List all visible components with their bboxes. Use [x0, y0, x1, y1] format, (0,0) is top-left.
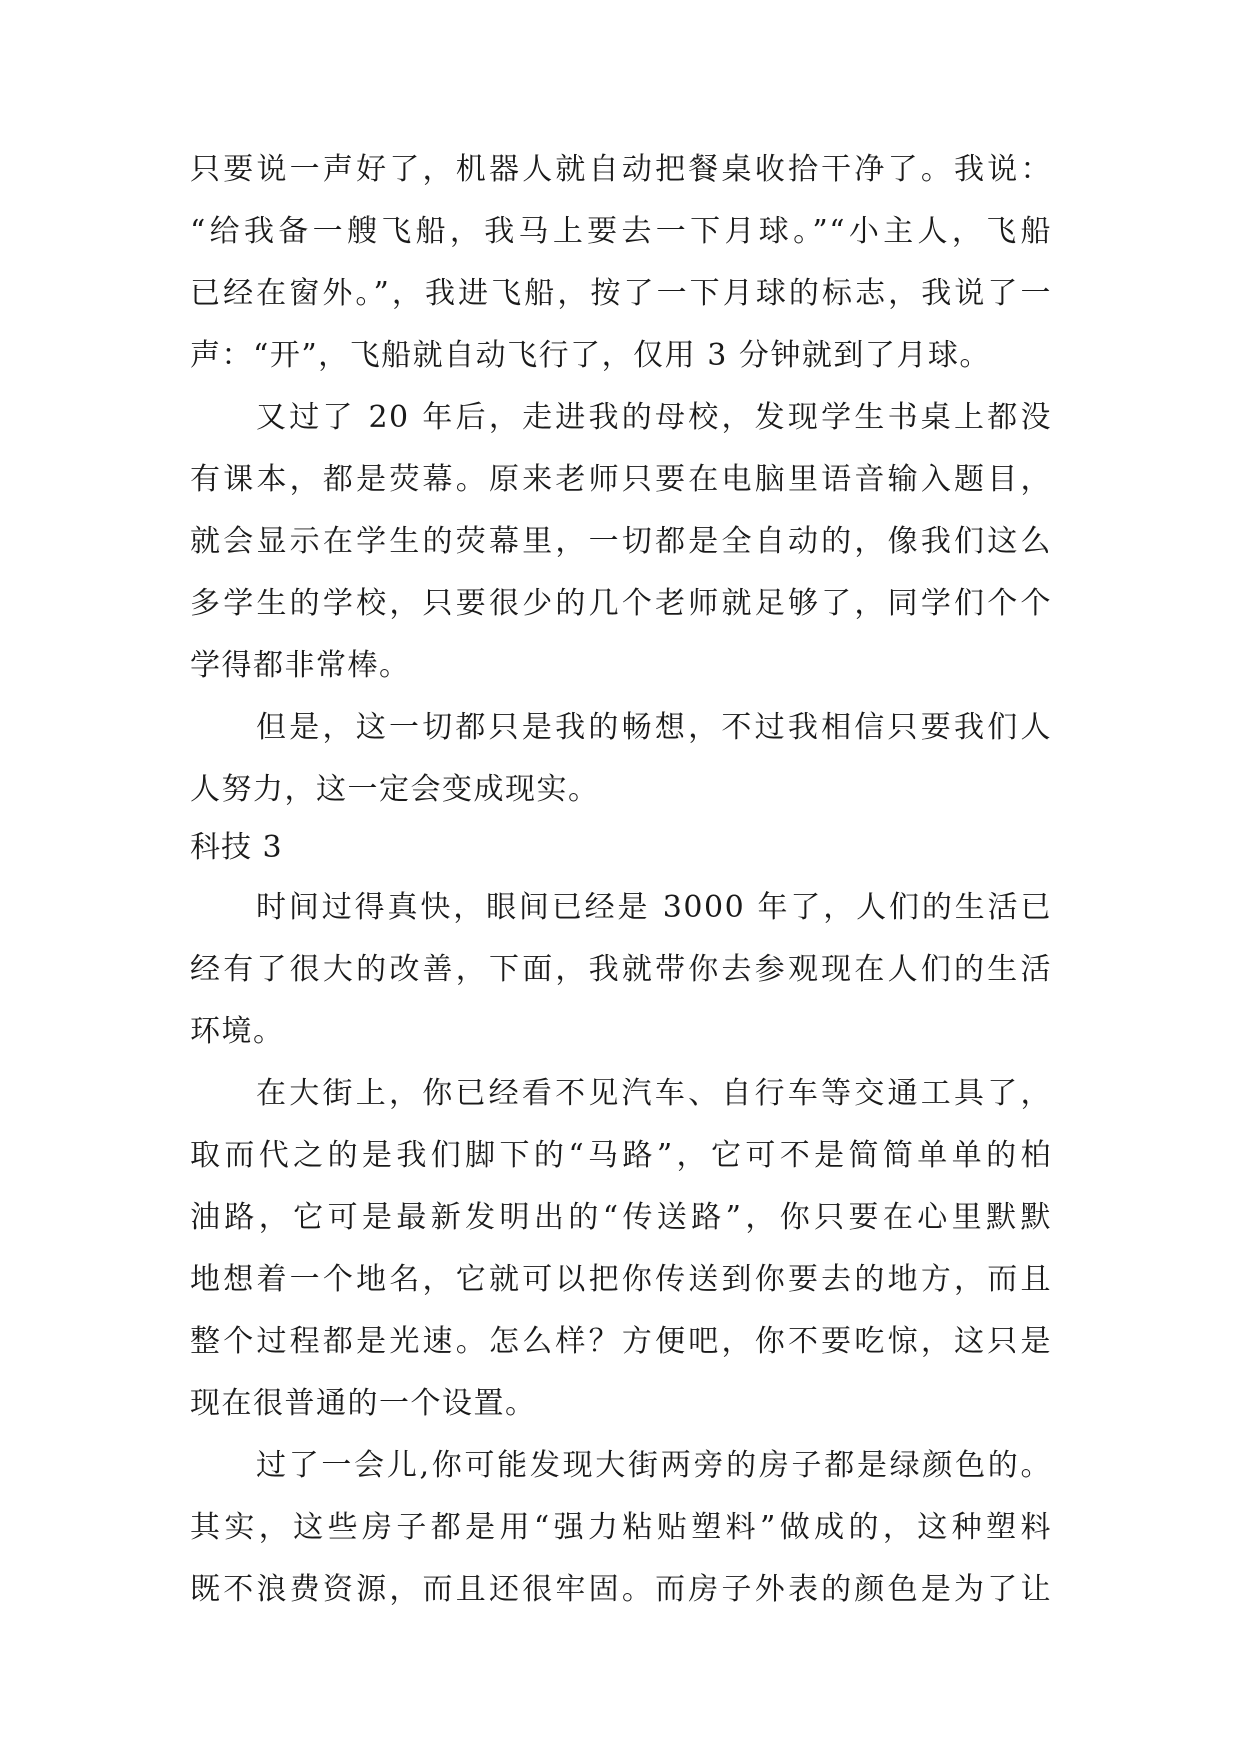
paragraph-line: 经有了很大的改善，下面，我就带你去参观现在人们的生活: [190, 952, 1052, 987]
paragraph-line: 已经在窗外。”，我进飞船，按了一下月球的标志，我说了一: [190, 276, 1052, 311]
paragraph-line: 又过了 20 年后，走进我的母校，发现学生书桌上都没: [256, 400, 1052, 435]
paragraph-line: 整个过程都是光速。怎么样？方便吧，你不要吃惊，这只是: [190, 1324, 1052, 1359]
paragraph-line: 油路，它可是最新发明出的“传送路”，你只要在心里默默: [190, 1200, 1052, 1235]
paragraph-line: 其实，这些房子都是用“强力粘贴塑料”做成的，这种塑料: [190, 1510, 1052, 1545]
paragraph-line: 地想着一个地名，它就可以把你传送到你要去的地方，而且: [190, 1262, 1052, 1297]
paragraph-line: 有课本，都是荧幕。原来老师只要在电脑里语音输入题目，: [190, 462, 1052, 497]
paragraph-line: 就会显示在学生的荧幕里，一切都是全自动的，像我们这么: [190, 524, 1052, 559]
paragraph-line: 学得都非常棒。: [190, 648, 411, 683]
paragraph-line: “给我备一艘飞船，我马上要去一下月球。”“小主人，飞船: [190, 214, 1052, 249]
paragraph-line: 声：“开”，飞船就自动飞行了，仅用 3 分钟就到了月球。: [190, 338, 991, 373]
paragraph-line: 只要说一声好了，机器人就自动把餐桌收拾干净了。我说：: [190, 152, 1052, 187]
paragraph-line: 取而代之的是我们脚下的“马路”，它可不是简简单单的柏: [190, 1138, 1052, 1173]
paragraph-line: 过了一会儿,你可能发现大街两旁的房子都是绿颜色的。: [256, 1448, 1052, 1483]
paragraph-line: 多学生的学校，只要很少的几个老师就足够了，同学们个个: [190, 586, 1052, 621]
section-heading: 科技 3: [190, 830, 283, 865]
paragraph-line: 环境。: [190, 1014, 285, 1049]
paragraph-line: 但是，这一切都只是我的畅想，不过我相信只要我们人: [256, 710, 1052, 745]
paragraph-line: 在大街上，你已经看不见汽车、自行车等交通工具了，: [256, 1076, 1052, 1111]
paragraph-line: 现在很普通的一个设置。: [190, 1386, 537, 1421]
paragraph-line: 人努力，这一定会变成现实。: [190, 772, 600, 807]
paragraph-line: 时间过得真快，眼间已经是 3000 年了，人们的生活已: [256, 890, 1052, 925]
paragraph-line: 既不浪费资源，而且还很牢固。而房子外表的颜色是为了让: [190, 1572, 1052, 1607]
